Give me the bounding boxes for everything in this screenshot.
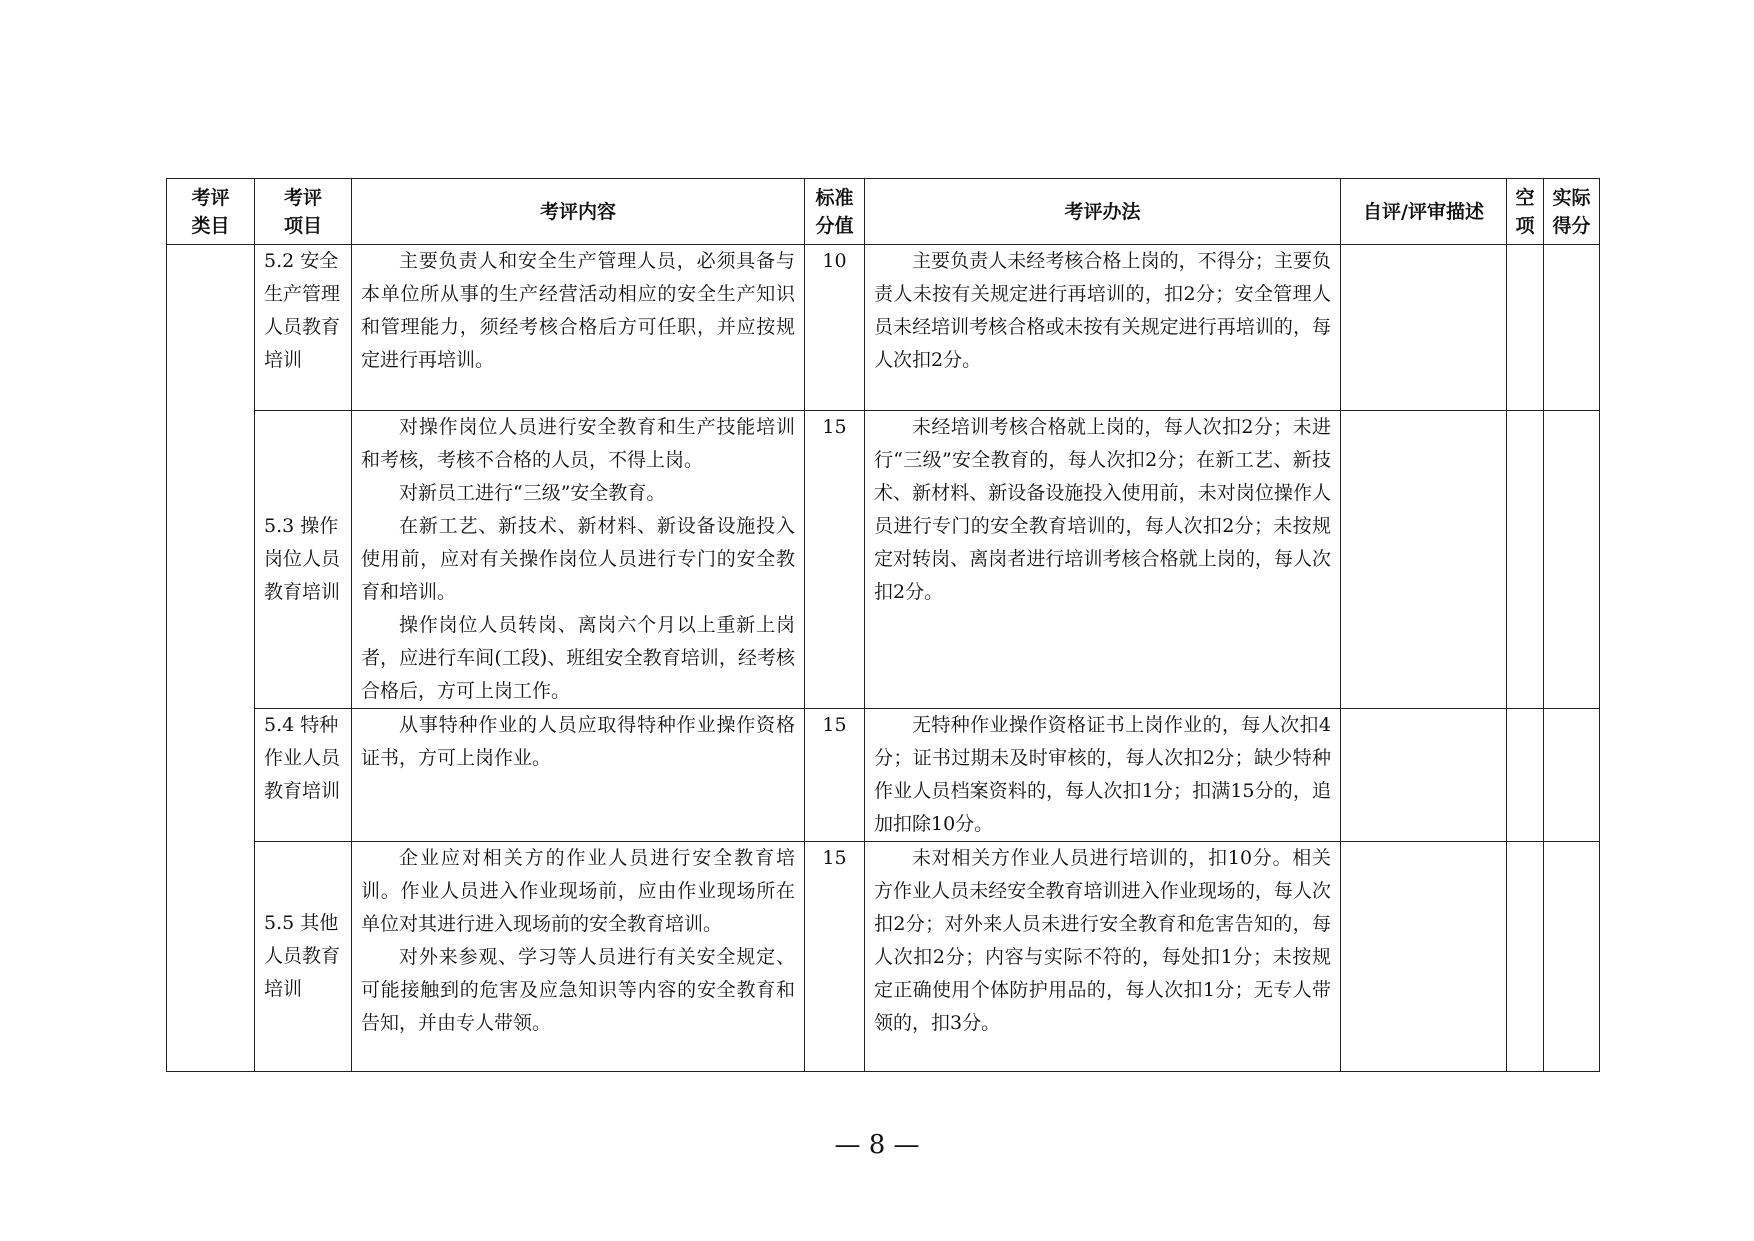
header-score: 标准 分值 <box>805 179 865 245</box>
self-review-cell <box>1341 709 1507 842</box>
method-cell <box>865 842 1341 1072</box>
content-paragraph: 主要负责人和安全生产管理人员，必须具备与本单位所从事的生产经营活动相应的安全生产知识和管理能力，须经考核合格后方可任职，并应按规定进行再培训。 <box>361 250 795 371</box>
table-row <box>167 245 1600 411</box>
content-paragraph: 企业应对相关方的作业人员进行安全教育培训。作业人员进入作业现场前，应由作业现场所在单位对其进行进入现场前的安全教育培训。 <box>361 847 795 935</box>
method-cell <box>865 709 1341 842</box>
content-cell <box>352 842 805 1072</box>
table-row <box>167 411 1600 709</box>
self-review-cell <box>1341 411 1507 709</box>
content-paragraph: 在新工艺、新技术、新材料、新设备设施投入使用前，应对有关操作岗位人员进行专门的安全教育和培训。 <box>361 515 795 603</box>
project-cell: 5.4 特种作业人员教育培训 <box>255 709 352 842</box>
actual-score-cell <box>1544 709 1600 842</box>
content-cell <box>352 709 805 842</box>
header-actual-score: 实际 得分 <box>1544 179 1600 245</box>
project-cell: 5.2 安全生产管理人员教育培训 <box>255 245 352 411</box>
actual-score-cell <box>1544 411 1600 709</box>
header-row <box>167 179 1600 245</box>
content-cell <box>352 245 805 411</box>
score-cell: 15 <box>805 709 865 842</box>
actual-score-cell <box>1544 245 1600 411</box>
page-number: — 8 — <box>834 1130 920 1160</box>
actual-score-cell <box>1544 842 1600 1072</box>
table-row <box>167 709 1600 842</box>
method-cell <box>865 245 1341 411</box>
method-paragraph: 未对相关方作业人员进行培训的，扣10分。相关方作业人员未经安全教育培训进入作业现场的，每人次扣2分；对外来人员未进行安全教育和危害告知的，每人次扣2分；内容与实际不符的，每处扣1分；未按规定正确使用个体防护用品的，每人次扣1分；无专人带领的，扣3分。 <box>874 847 1331 1034</box>
category-cell <box>167 245 255 1072</box>
score-cell: 15 <box>805 842 865 1072</box>
method-paragraph: 未经培训考核合格就上岗的，每人次扣2分；未进行“三级”安全教育的，每人次扣2分；在新工艺、新技术、新材料、新设备设施投入使用前，未对岗位操作人员进行专门的安全教育培训的，每人次扣2分；未按规定对转岗、离岗者进行培训考核合格就上岗的，每人次扣2分。 <box>874 416 1331 603</box>
method-cell <box>865 411 1341 709</box>
content-paragraph: 对外来参观、学习等人员进行有关安全规定、可能接触到的危害及应急知识等内容的安全教育和告知，并由专人带领。 <box>361 946 795 1034</box>
project-cell: 5.5 其他人员教育培训 <box>255 842 352 1072</box>
self-review-cell <box>1341 245 1507 411</box>
header-method: 考评办法 <box>865 179 1341 245</box>
content-cell <box>352 411 805 709</box>
score-cell: 10 <box>805 245 865 411</box>
content-paragraph: 操作岗位人员转岗、离岗六个月以上重新上岗者，应进行车间(工段)、班组安全教育培训，经考核合格后，方可上岗工作。 <box>361 614 795 702</box>
content-paragraph: 从事特种作业的人员应取得特种作业操作资格证书，方可上岗作业。 <box>361 714 795 769</box>
evaluation-table <box>166 178 1600 1072</box>
header-blank-item: 空 项 <box>1507 179 1544 245</box>
table-row <box>167 842 1600 1072</box>
header-project: 考评 项目 <box>255 179 352 245</box>
self-review-cell <box>1341 842 1507 1072</box>
header-content: 考评内容 <box>352 179 805 245</box>
blank-item-cell <box>1507 842 1544 1072</box>
score-cell: 15 <box>805 411 865 709</box>
content-paragraph: 对新员工进行“三级”安全教育。 <box>399 482 666 504</box>
blank-item-cell <box>1507 709 1544 842</box>
method-paragraph: 主要负责人未经考核合格上岗的，不得分；主要负责人未按有关规定进行再培训的，扣2分；安全管理人员未经培训考核合格或未按有关规定进行再培训的，每人次扣2分。 <box>874 250 1331 371</box>
header-category: 考评 类目 <box>167 179 255 245</box>
blank-item-cell <box>1507 411 1544 709</box>
method-paragraph: 无特种作业操作资格证书上岗作业的，每人次扣4分；证书过期未及时审核的，每人次扣2分；缺少特种作业人员档案资料的，每人次扣1分；扣满15分的，追加扣除10分。 <box>874 714 1331 835</box>
header-self-review: 自评/评审描述 <box>1341 179 1507 245</box>
project-cell: 5.3 操作岗位人员教育培训 <box>255 411 352 709</box>
blank-item-cell <box>1507 245 1544 411</box>
content-paragraph: 对操作岗位人员进行安全教育和生产技能培训和考核，考核不合格的人员，不得上岗。 <box>361 416 795 471</box>
